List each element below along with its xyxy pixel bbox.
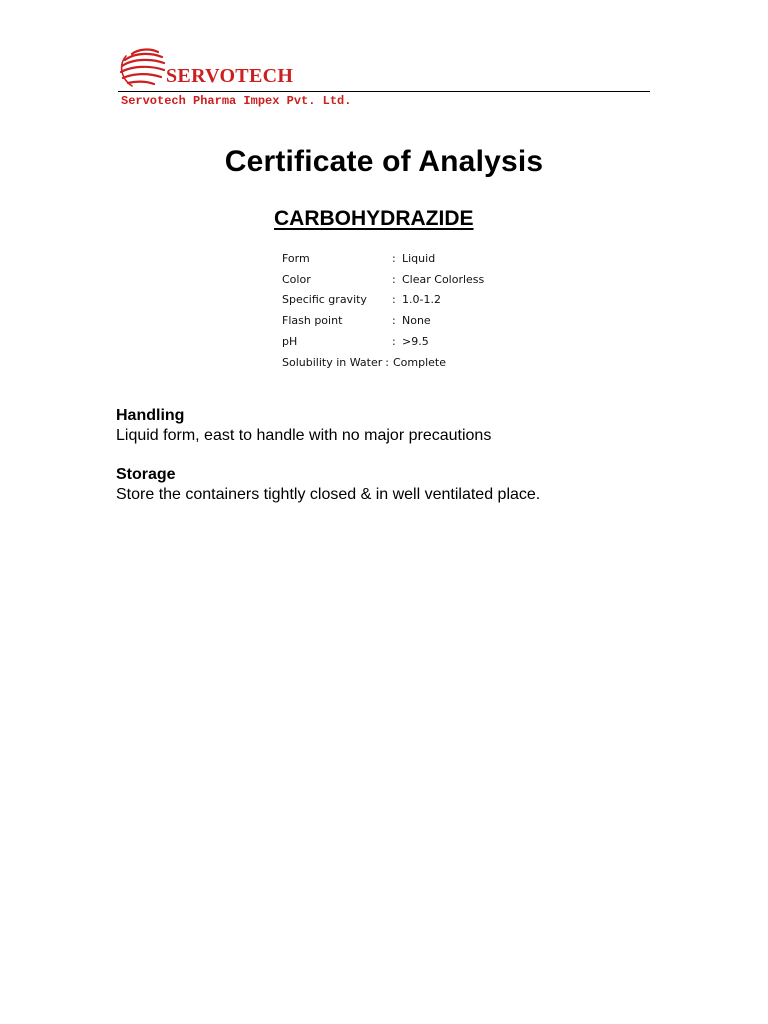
storage-heading: Storage: [116, 466, 176, 483]
property-row-ph: [282, 331, 484, 352]
property-label: Specific gravity: [282, 293, 367, 307]
property-row-specific-gravity: [282, 290, 484, 311]
property-value: None: [402, 314, 431, 328]
property-separator: :: [392, 335, 396, 349]
property-separator: :: [392, 251, 396, 265]
property-row-solubility: [282, 352, 484, 373]
property-row-flash-point: [282, 310, 484, 331]
property-label: Solubility in Water: [282, 355, 383, 369]
handling-text: Liquid form, east to handle with no major precautions: [116, 427, 492, 444]
handling-section: [116, 406, 491, 446]
property-separator: :: [392, 293, 396, 307]
property-label: pH: [282, 335, 298, 349]
property-separator: :: [392, 272, 396, 286]
globe-swoosh-icon: [118, 46, 168, 90]
property-label: Flash point: [282, 314, 343, 328]
property-row-color: [282, 269, 484, 290]
property-value: Liquid: [402, 251, 436, 265]
property-value: Complete: [392, 355, 446, 369]
handling-heading: Handling: [116, 407, 185, 424]
company-name: Servotech Pharma Impex Pvt. Ltd.: [121, 94, 352, 108]
property-separator: :: [392, 314, 396, 328]
document-title: Certificate of Analysis: [224, 145, 544, 178]
header-divider: [118, 91, 650, 92]
property-label: Form: [282, 251, 310, 265]
property-value: 1.0-1.2: [402, 293, 441, 307]
letterhead: [118, 44, 650, 110]
storage-text: Store the containers tightly closed & in well ventilated place.: [116, 486, 541, 503]
product-name: CARBOHYDRAZIDE: [274, 207, 474, 230]
property-row-form: [282, 248, 484, 269]
property-value: Clear Colorless: [402, 272, 485, 286]
storage-section: [116, 465, 540, 505]
properties-table: [282, 248, 484, 373]
property-label: Color: [282, 272, 311, 286]
brand-name: SERVOTECH: [166, 65, 294, 87]
property-separator: :: [385, 355, 389, 369]
property-value: >9.5: [402, 335, 429, 349]
